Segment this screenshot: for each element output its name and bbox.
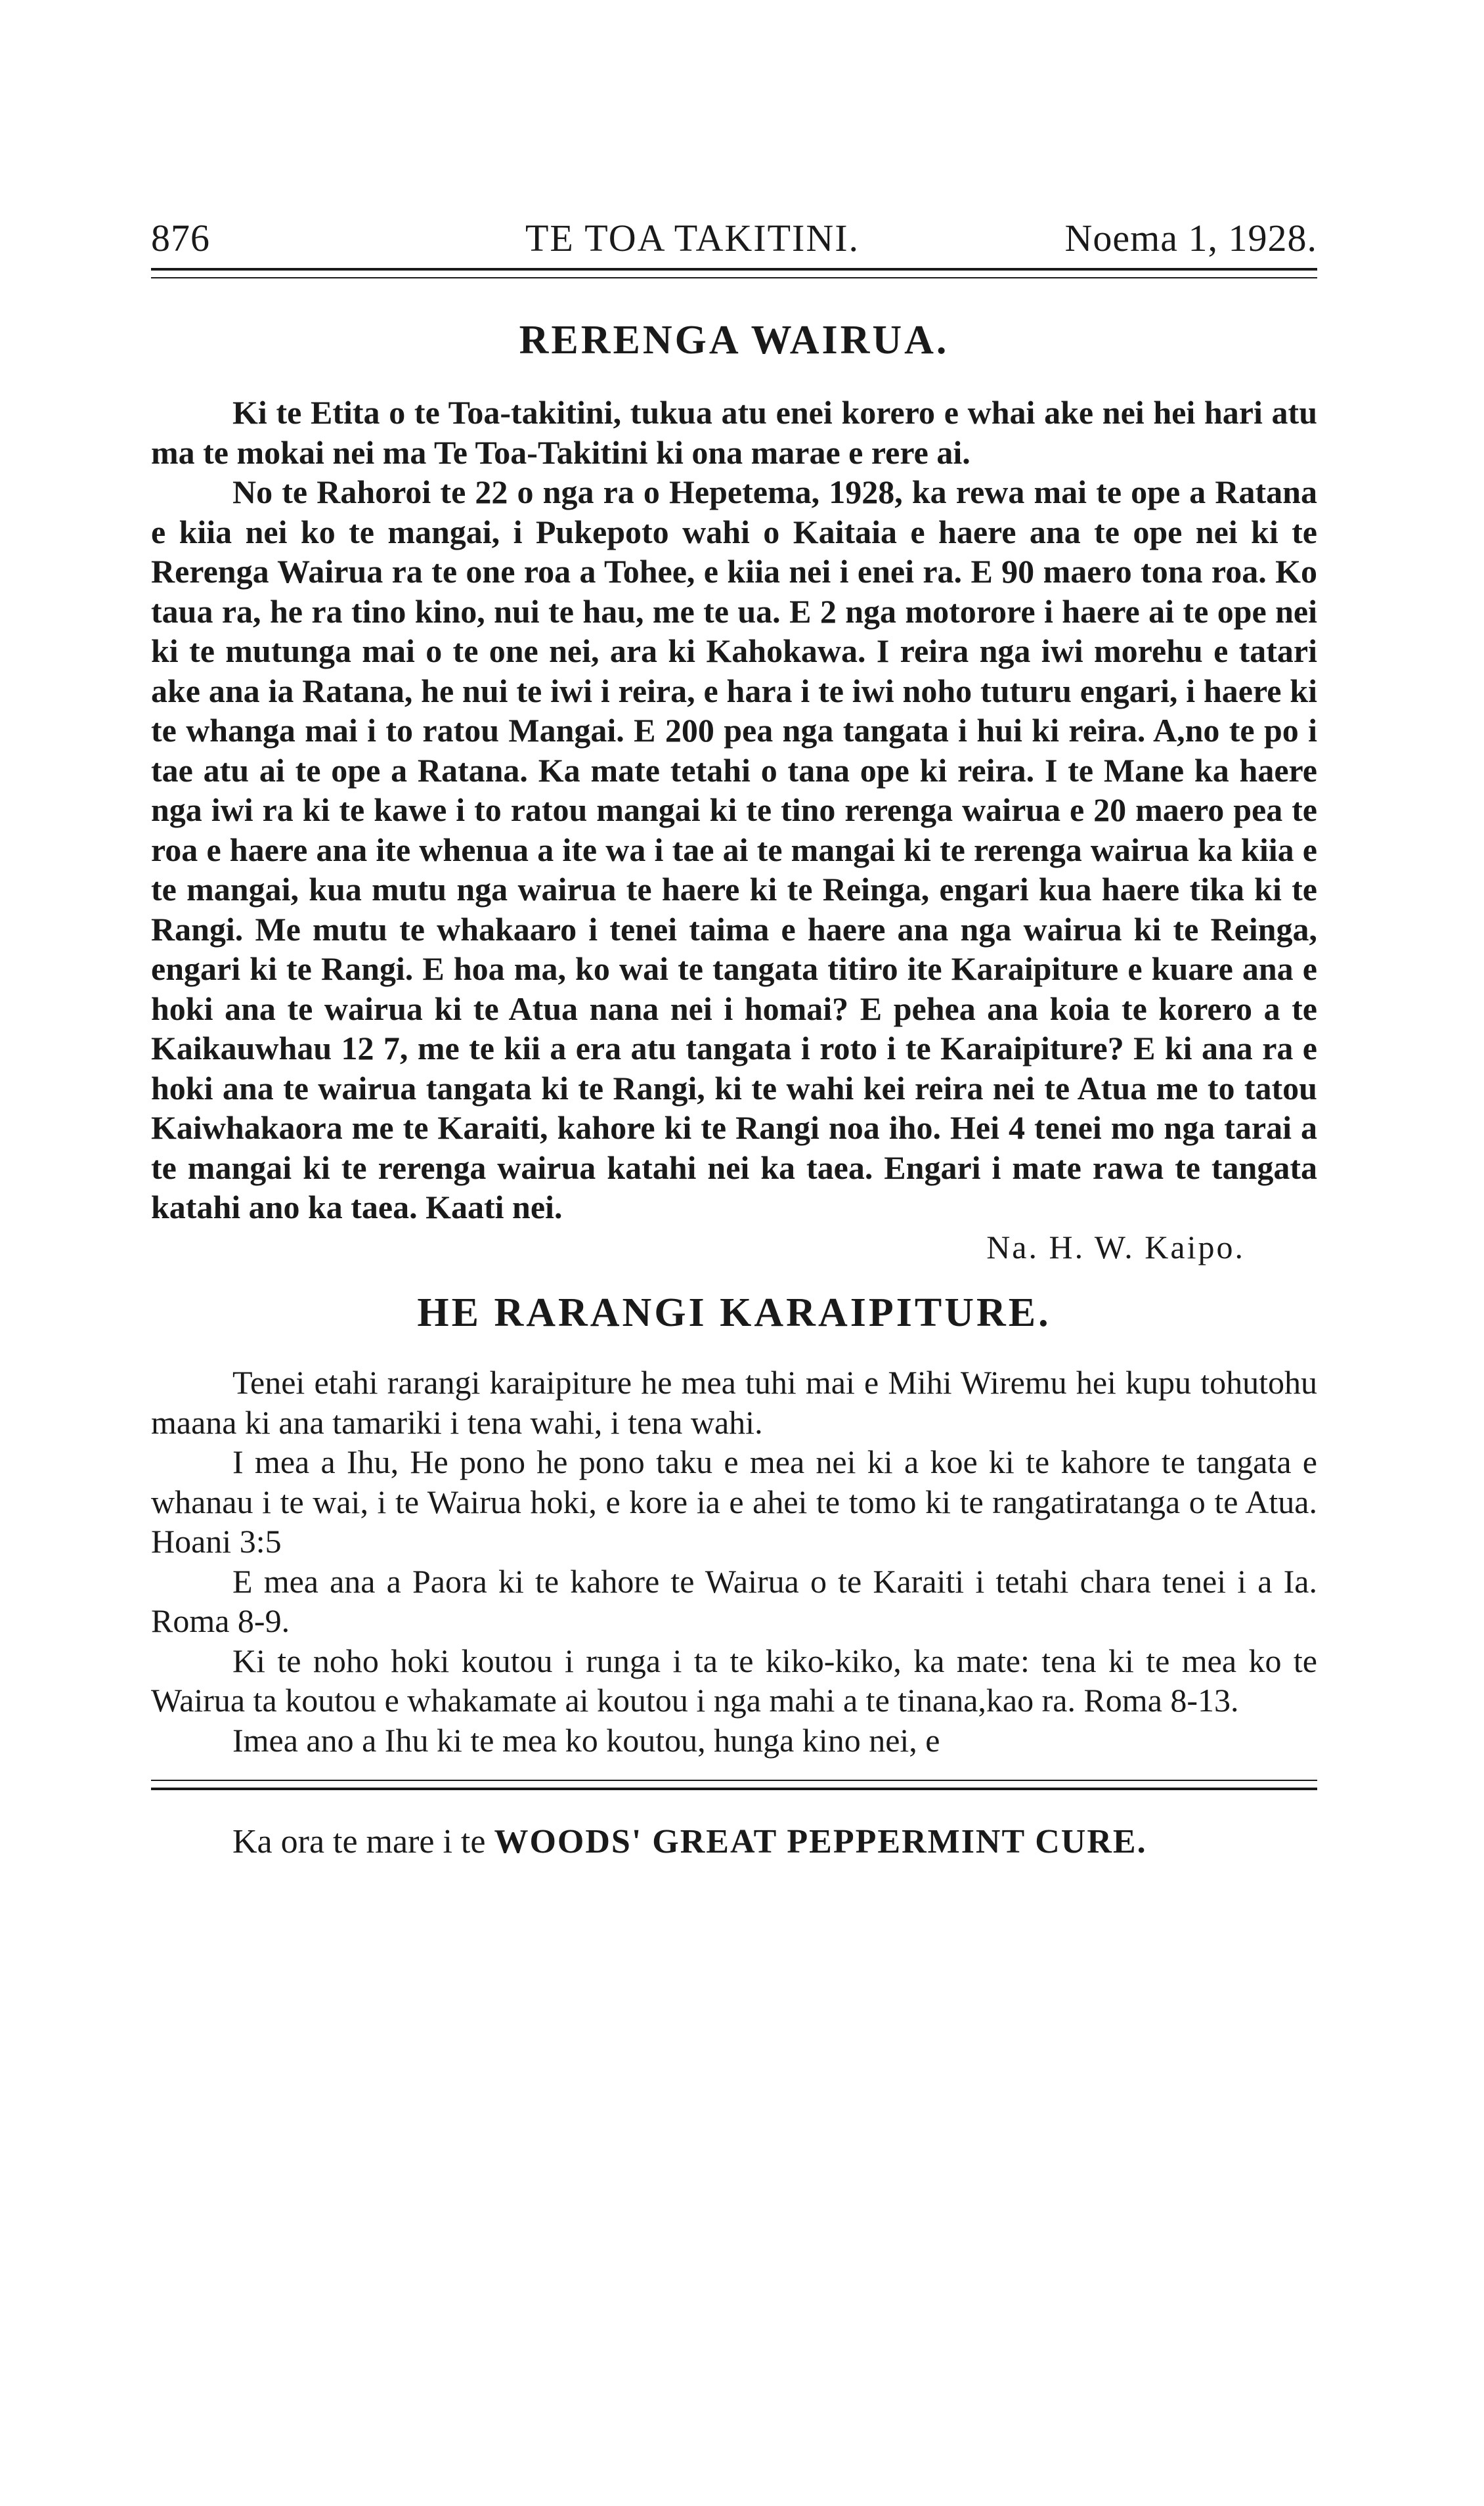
header-rule-thin xyxy=(151,277,1317,278)
article-paragraph: I mea a Ihu, He pono he pono taku e mea nei ki a koe ki te kahore te tangata e whanau i te wai, i te Wairua hoki, e kore ia e ahei te tomo ki te rangatiratanga o te Atua. Hoani 3:5 xyxy=(151,1443,1317,1560)
article-paragraph: No te Rahoroi te 22 o nga ra o Hepetema, 1928, ka rewa mai te ope a Ratana e kiia nei ko te mangai, i Pukepoto wahi o Kaitaia e haere ana te ope nei ki te Rerenga Wairua ra te one roa a Tohee, e kiia nei i enei ra. E 90 maero tona roa. Ko taua ra, he ra tino kino, nui te hau, me te ua. E 2 nga motorore i haere ai te ope nei ki te mutunga mai o te one nei, ara ki Kahokawa. I reira nga iwi morehu e tatari ake ana ia Ratana, he nui te iwi i reira, e hara i te iwi noho tuturu engari, i haere ki te whanga mai i to ratou Mangai. E 200 pea nga tangata i hui ki reira. A,no te po i tae atu ai te ope a Ratana. Ka mate tetahi o tana ope ki reira. I te Mane ka haere nga iwi ra ki te kawe i to ratou mangai ki te tino rerenga wairua e 20 maero pea te roa e haere ana ite whenua a ite wa i tae ai te mangai ki te rerenga wairua ka kiia e te mangai, kua mutu nga wairua te haere ki te Reinga, engari kua haere tika ki te Rangi. Me mutu te whakaaro i tenei taima e haere ana nga wairua ki te Reinga, engari ki te Rangi. E hoa ma, ko wai te tangata titiro ite Karaipiture e kuare ana e hoki ana te wairua ki te Atua nana nei i homai? E pehea ana koia te korero a te Kaikauwhau 12 7, me te kii a era atu tangata i roto i te Karaipiture? E ki ana ra e hoki ana te wairua tangata ki te Rangi, ki te wahi kei reira nei te Atua me to tatou Kaiwhakaora me te Karaiti, kahore ki te Rangi noa iho. Hei 4 tenei mo nga tarai a te mangai ki te rerenga wairua katahi nei ka taea. Engari i mate rawa te tangata katahi ano ka taea. Kaati nei. xyxy=(151,473,1317,1225)
article-paragraph: Tenei etahi rarangi karaipiture he mea tuhi mai e Mihi Wiremu hei kupu tohutohu maana ki ana tamariki i tena wahi, i tena wahi. xyxy=(151,1364,1317,1441)
article-paragraph: Imea ano a Ihu ki te mea ko koutou, hunga kino nei, e xyxy=(232,1721,940,1759)
article-paragraph: Ki te Etita o te Toa-takitini, tukua atu enei korero e whai ake nei hei hari atu ma te mokai nei ma Te Toa-Takitini ki ona marae e rere ai. xyxy=(151,394,1317,471)
page-number: 876 xyxy=(151,217,210,259)
article-paragraph: Ki te noho hoki koutou i runga i ta te kiko-kiko, ka mate: tena ki te mea ko te Wairua ta koutou e whakamate ai koutou i nga mahi a te tinana,kao ra. Roma 8-13. xyxy=(151,1642,1317,1719)
article-he-rarangi-karaipiture xyxy=(151,1285,1317,1760)
article-signature: Na. H. W. Kaipo. xyxy=(986,1228,1245,1265)
advertisement-lead: Ka ora te mare i te xyxy=(232,1823,486,1860)
footer-rule-thick xyxy=(151,1788,1317,1790)
advertisement-product: WOODS' GREAT PEPPERMINT CURE. xyxy=(494,1823,1147,1860)
newspaper-page xyxy=(151,209,1317,1864)
running-header xyxy=(151,209,1317,268)
advertisement xyxy=(151,1820,1317,1864)
footer-rules xyxy=(151,1780,1317,1790)
article-paragraph: E mea ana a Paora ki te kahore te Wairua o te Karaiti i tetahi chara tenei i a Ia. Roma 8-9. xyxy=(151,1562,1317,1639)
article-title: HE RARANGI KARAIPITURE. xyxy=(417,1290,1051,1335)
article-title: RERENGA WAIRUA. xyxy=(519,318,949,363)
issue-date: Noema 1, 1928. xyxy=(1064,217,1317,259)
publication-title: TE TOA TAKITINI. xyxy=(525,217,860,259)
article-rerenga-wairua xyxy=(151,313,1317,1267)
